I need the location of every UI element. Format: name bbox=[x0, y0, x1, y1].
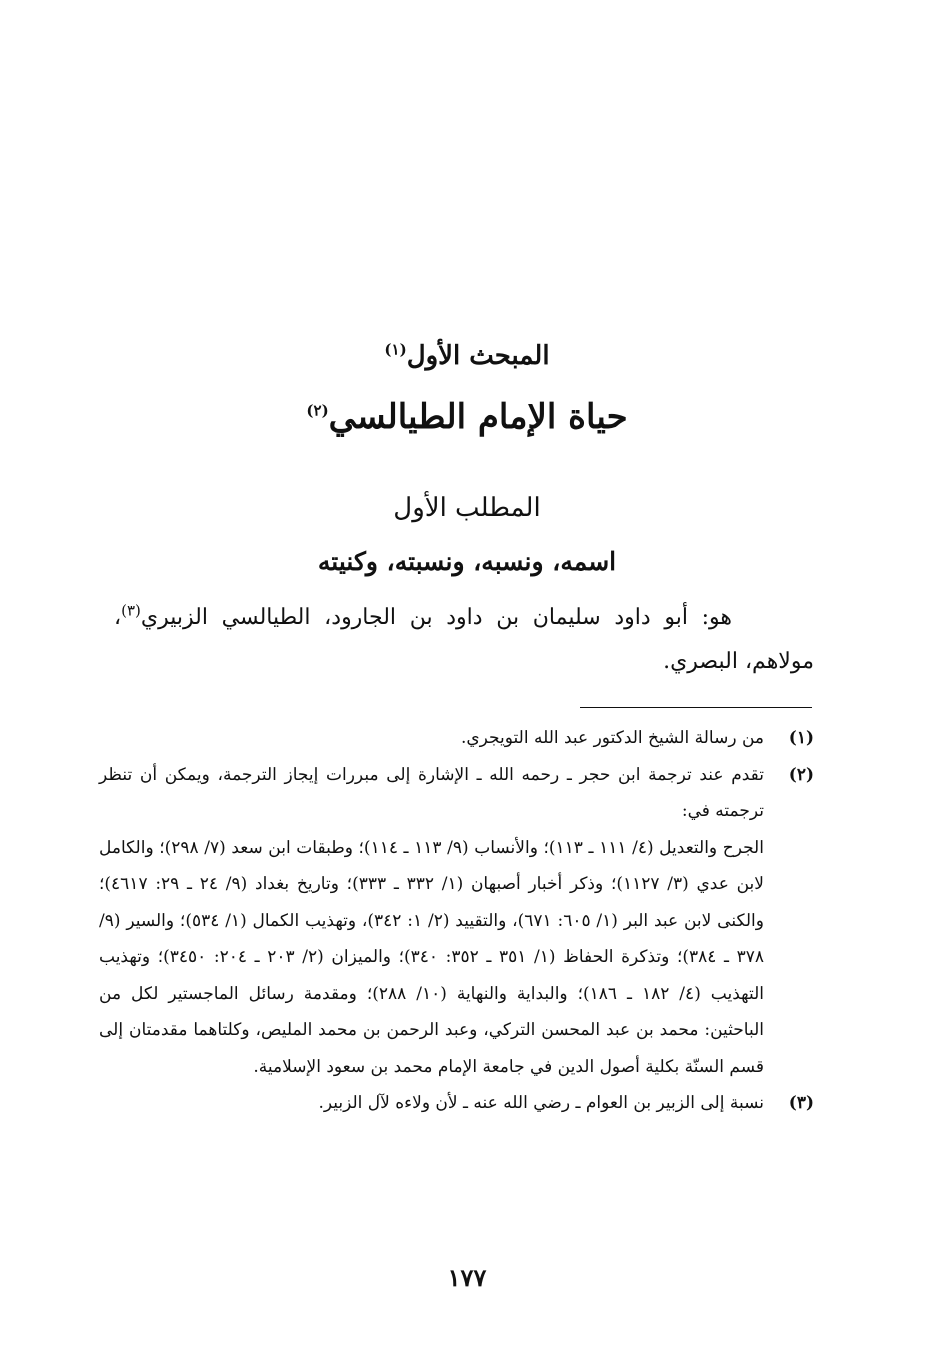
footnote-number: (٣) bbox=[788, 1093, 814, 1113]
section-heading bbox=[0, 336, 934, 376]
footnote-ref-3: (٣) bbox=[121, 601, 141, 620]
footnote-ref-1: (١) bbox=[384, 340, 407, 359]
footnote-text: نسبة إلى الزبير بن العوام ـ رضي الله عنه ـ لأن ولاءه لآل الزبير. bbox=[318, 1093, 764, 1113]
footnote-number: (٢) bbox=[788, 764, 814, 785]
footnotes bbox=[99, 720, 814, 1122]
footnote-text: تقدم عند ترجمة ابن حجر ـ رحمه الله ـ الإشارة إلى مبررات إيجاز الترجمة، ويمكن أن تنظر ترجمته في: bbox=[99, 764, 764, 821]
footnote-3 bbox=[99, 1085, 814, 1122]
footnote-text: من رسالة الشيخ الدكتور عبد الله التويجري. bbox=[460, 728, 764, 748]
subsection-title: اسمه، ونسبه، ونسبته، وكنيته bbox=[317, 547, 617, 576]
footnote-1 bbox=[99, 720, 814, 757]
section-heading-text: المبحث الأول bbox=[406, 341, 550, 371]
page-title-text: حياة الإمام الطيالسي bbox=[328, 397, 628, 437]
page-title bbox=[0, 392, 934, 442]
page-number: ١٧٧ bbox=[447, 1263, 487, 1292]
footnote-number: (١) bbox=[788, 728, 814, 748]
body-paragraph bbox=[114, 596, 814, 684]
body-text-part2: ، مولاهم، البصري. bbox=[114, 605, 814, 674]
footnote-divider bbox=[580, 707, 812, 708]
subsection-heading: المطلب الأول bbox=[393, 493, 541, 523]
footnote-references: الجرح والتعديل (٤/ ١١١ ـ ١١٣)؛ والأنساب (٩/ ١١٣ ـ ١١٤)؛ وطبقات ابن سعد (٧/ ٢٩٨)؛ والكامل لابن عدي (٣/ ١١٢٧)؛ وذكر أخبار أصبهان (١/ ٣٣٢ ـ ٣٣٣)؛ وتاريخ بغداد (٩/ ٢٤ ـ ٢٩: ٤٦١٧)؛ والكنى لابن عبد البر (١/ ٦٠٥: ٦٧١)، والتقييد (٢/ ١: ٣٤٢)، وتهذيب الكمال (١/ ٥٣٤)؛ والسير (٩/ ٣٧٨ ـ ٣٨٤)؛ وتذكرة الحفاظ (١/ ٣٥١ ـ ٣٥٢: ٣٤٠)؛ والميزان (٢/ ٢٠٣ ـ ٢٠٤: ٣٤٥٠)؛ وتهذيب التهذيب (٤/ ١٨٢ ـ ١٨٦)؛ والبداية والنهاية (١٠/ ٢٨٨)؛ ومقدمة رسائل الماجستير لكل من الباحثين: محمد بن عبد المحسن التركي، وعبد الرحمن بن محمد المليص، وكلتاهما مقدمتان إلى قسم السنّة بكلية أصول الدين في جامعة الإمام محمد بن سعود الإسلامية. bbox=[99, 837, 764, 1077]
body-text-part1: هو: أبو داود سليمان بن داود بن الجارود، الطيالسي الزبيري bbox=[140, 605, 732, 630]
footnote-ref-2: (٢) bbox=[306, 401, 329, 420]
footnote-2 bbox=[99, 757, 814, 1086]
